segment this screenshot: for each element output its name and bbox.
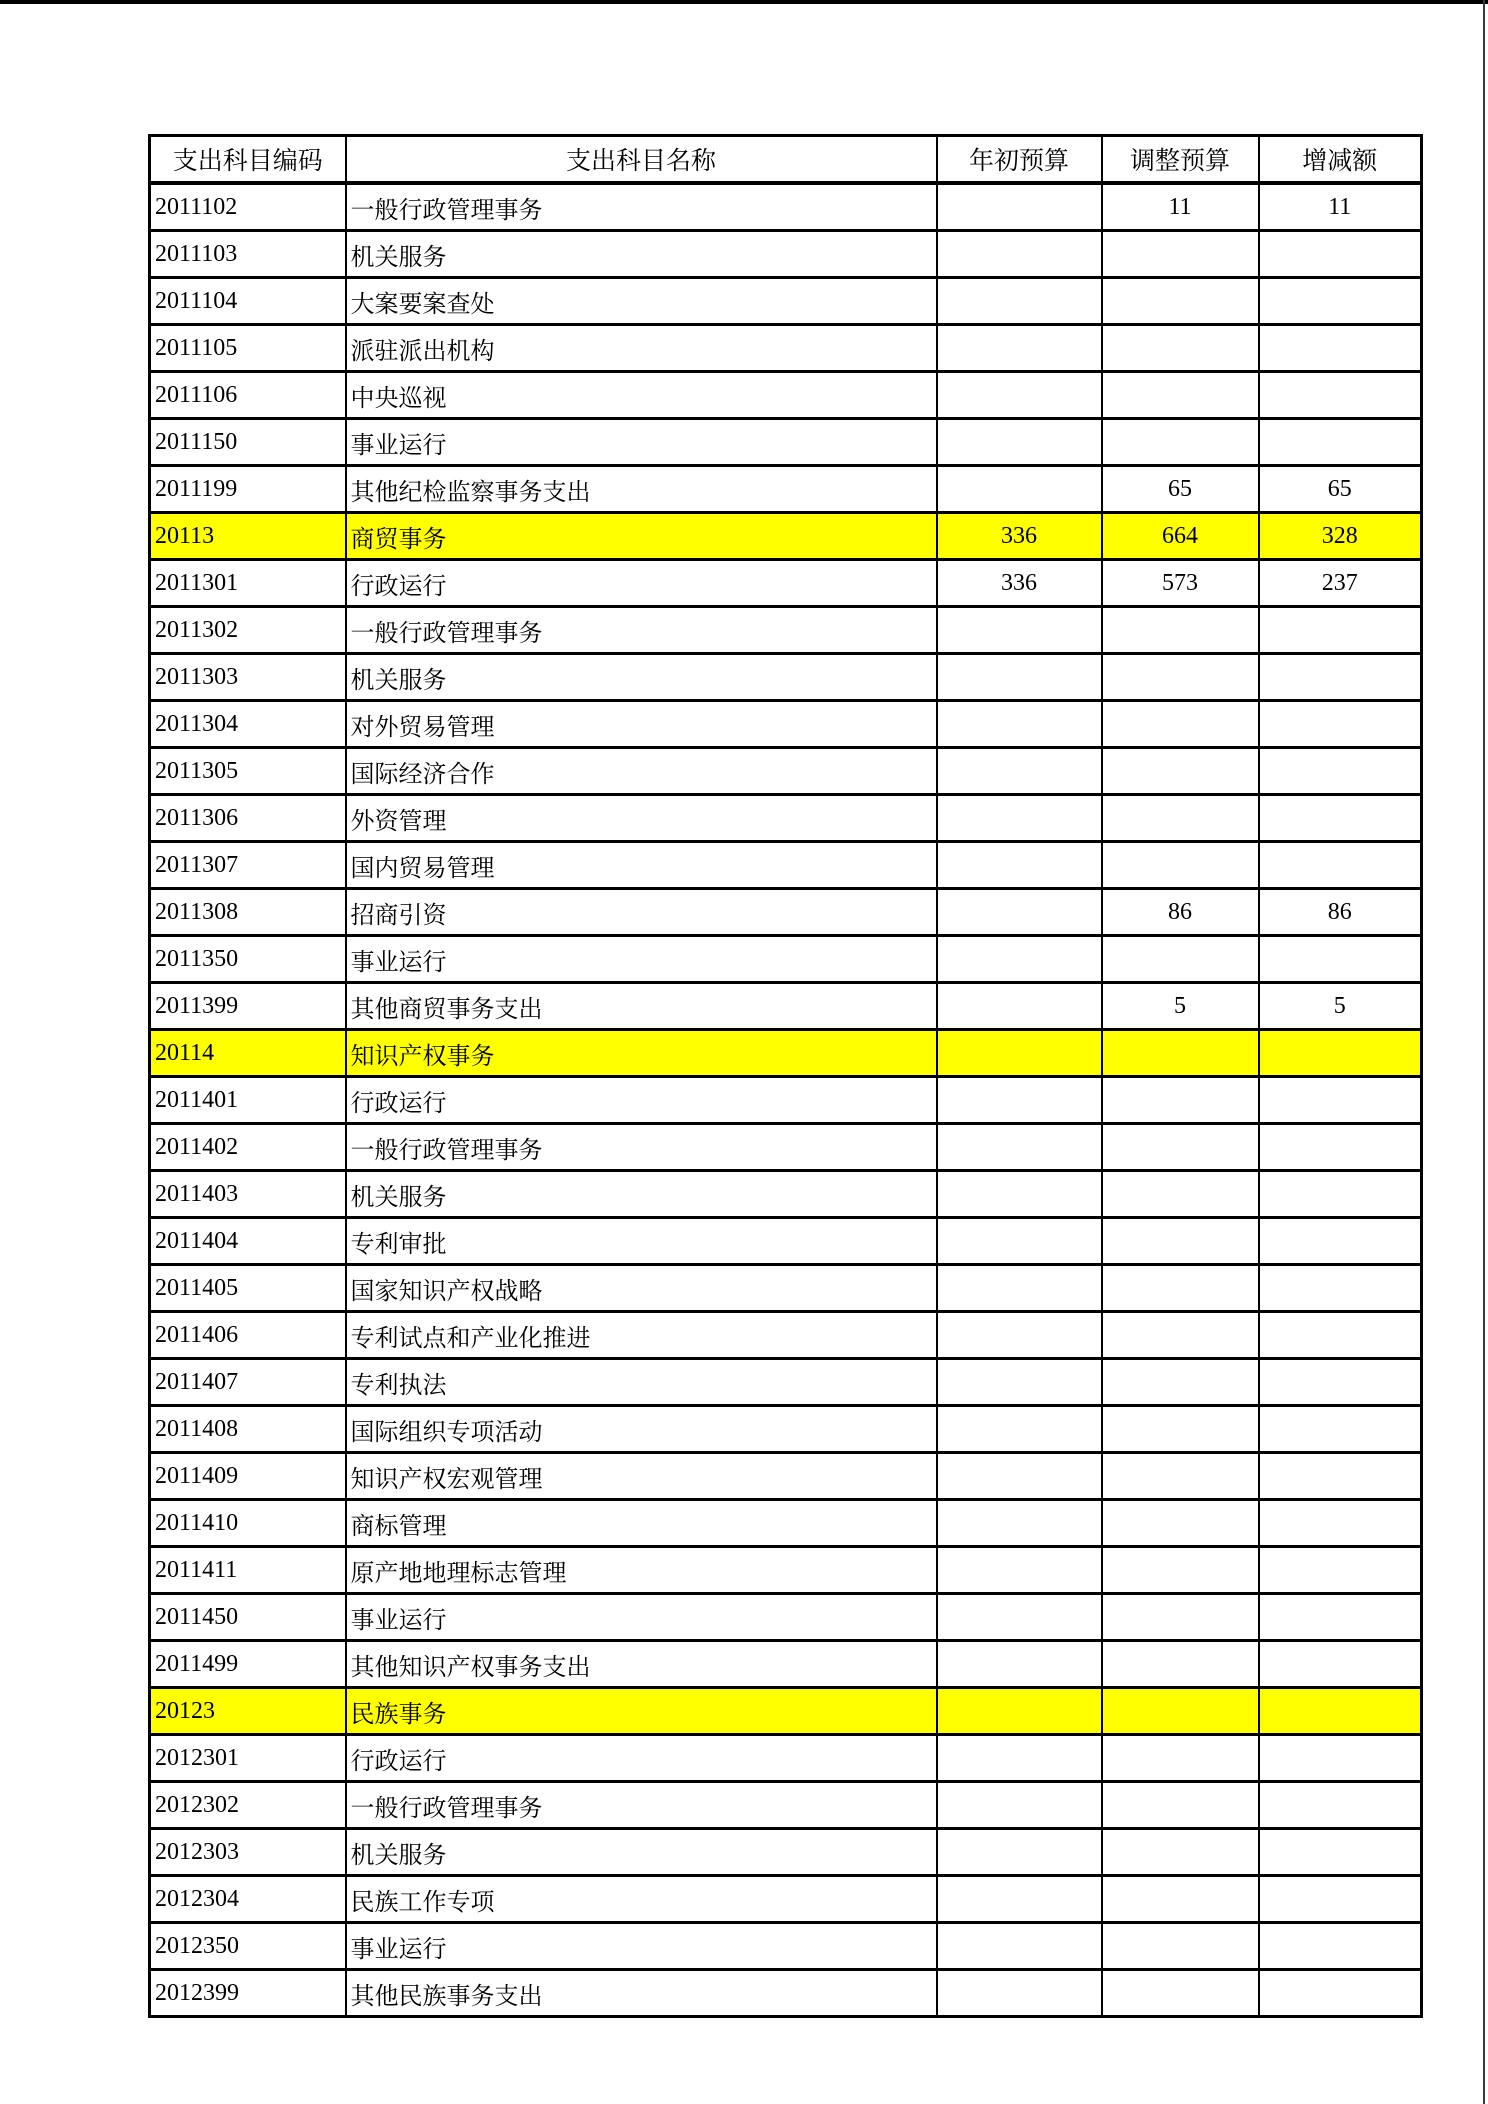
cell-initial-budget — [937, 1406, 1102, 1453]
cell-adjusted-budget — [1102, 1312, 1259, 1359]
cell-adjusted-budget — [1102, 1688, 1259, 1735]
cell-code: 2012302 — [150, 1782, 346, 1829]
cell-adjusted-budget: 664 — [1102, 513, 1259, 560]
cell-name: 国家知识产权战略 — [346, 1265, 937, 1312]
cell-name: 国际组织专项活动 — [346, 1406, 937, 1453]
cell-code: 2011305 — [150, 748, 346, 795]
cell-initial-budget — [937, 1594, 1102, 1641]
cell-initial-budget — [937, 231, 1102, 278]
cell-change-amount: 86 — [1259, 889, 1422, 936]
table-row — [150, 795, 1422, 842]
cell-adjusted-budget — [1102, 231, 1259, 278]
cell-name: 专利试点和产业化推进 — [346, 1312, 937, 1359]
cell-adjusted-budget — [1102, 1735, 1259, 1782]
cell-initial-budget — [937, 1312, 1102, 1359]
cell-change-amount — [1259, 1876, 1422, 1923]
table-row — [150, 1359, 1422, 1406]
cell-adjusted-budget — [1102, 701, 1259, 748]
cell-change-amount — [1259, 1641, 1422, 1688]
table-row — [150, 1453, 1422, 1500]
table-row — [150, 1547, 1422, 1594]
table-row — [150, 1406, 1422, 1453]
cell-initial-budget — [937, 701, 1102, 748]
cell-initial-budget — [937, 325, 1102, 372]
table-row — [150, 842, 1422, 889]
cell-name: 机关服务 — [346, 1829, 937, 1876]
cell-code: 2011303 — [150, 654, 346, 701]
cell-code: 2011306 — [150, 795, 346, 842]
cell-name: 一般行政管理事务 — [346, 183, 937, 231]
cell-adjusted-budget — [1102, 1030, 1259, 1077]
cell-adjusted-budget — [1102, 654, 1259, 701]
cell-code: 2012350 — [150, 1923, 346, 1970]
cell-name: 一般行政管理事务 — [346, 1782, 937, 1829]
cell-name: 行政运行 — [346, 1077, 937, 1124]
cell-name: 派驻派出机构 — [346, 325, 937, 372]
cell-initial-budget: 336 — [937, 513, 1102, 560]
cell-code: 2011411 — [150, 1547, 346, 1594]
table-row — [150, 1077, 1422, 1124]
cell-name: 事业运行 — [346, 1923, 937, 1970]
cell-change-amount — [1259, 936, 1422, 983]
table-row — [150, 372, 1422, 419]
cell-code: 2011407 — [150, 1359, 346, 1406]
table-row — [150, 889, 1422, 936]
cell-initial-budget — [937, 1782, 1102, 1829]
cell-initial-budget — [937, 278, 1102, 325]
cell-name: 原产地地理标志管理 — [346, 1547, 937, 1594]
column-header-initial-budget: 年初预算 — [937, 136, 1102, 184]
cell-change-amount — [1259, 1030, 1422, 1077]
cell-name: 事业运行 — [346, 1594, 937, 1641]
cell-initial-budget — [937, 372, 1102, 419]
page-right-edge-line — [1483, 0, 1485, 2104]
cell-change-amount — [1259, 1923, 1422, 1970]
cell-initial-budget — [937, 1453, 1102, 1500]
cell-initial-budget — [937, 1265, 1102, 1312]
cell-initial-budget — [937, 1218, 1102, 1265]
cell-change-amount — [1259, 1359, 1422, 1406]
table-row — [150, 560, 1422, 607]
cell-initial-budget — [937, 748, 1102, 795]
cell-change-amount — [1259, 842, 1422, 889]
cell-adjusted-budget — [1102, 795, 1259, 842]
cell-adjusted-budget: 573 — [1102, 560, 1259, 607]
cell-change-amount — [1259, 372, 1422, 419]
table-row — [150, 748, 1422, 795]
cell-name: 招商引资 — [346, 889, 937, 936]
cell-name: 机关服务 — [346, 1171, 937, 1218]
cell-adjusted-budget — [1102, 1077, 1259, 1124]
table-row — [150, 1829, 1422, 1876]
cell-code: 2011409 — [150, 1453, 346, 1500]
cell-code: 2011302 — [150, 607, 346, 654]
cell-name: 对外贸易管理 — [346, 701, 937, 748]
cell-name: 商贸事务 — [346, 513, 937, 560]
cell-code: 2011103 — [150, 231, 346, 278]
cell-name: 外资管理 — [346, 795, 937, 842]
cell-adjusted-budget: 5 — [1102, 983, 1259, 1030]
table-row — [150, 1500, 1422, 1547]
cell-initial-budget — [937, 842, 1102, 889]
cell-name: 一般行政管理事务 — [346, 1124, 937, 1171]
cell-initial-budget — [937, 1829, 1102, 1876]
cell-code: 2011150 — [150, 419, 346, 466]
cell-code: 2011450 — [150, 1594, 346, 1641]
cell-initial-budget — [937, 1171, 1102, 1218]
cell-code: 2011106 — [150, 372, 346, 419]
cell-change-amount — [1259, 748, 1422, 795]
cell-adjusted-budget — [1102, 325, 1259, 372]
cell-adjusted-budget: 11 — [1102, 183, 1259, 231]
cell-change-amount — [1259, 1077, 1422, 1124]
cell-adjusted-budget — [1102, 1970, 1259, 2017]
cell-initial-budget — [937, 466, 1102, 513]
table-row — [150, 1594, 1422, 1641]
cell-change-amount — [1259, 1453, 1422, 1500]
cell-adjusted-budget — [1102, 748, 1259, 795]
cell-change-amount — [1259, 1218, 1422, 1265]
cell-initial-budget — [937, 1124, 1102, 1171]
section-summary-row — [150, 1030, 1422, 1077]
cell-initial-budget — [937, 1030, 1102, 1077]
table-row — [150, 278, 1422, 325]
cell-code: 2011399 — [150, 983, 346, 1030]
cell-adjusted-budget — [1102, 1124, 1259, 1171]
table-row — [150, 701, 1422, 748]
cell-initial-budget — [937, 419, 1102, 466]
table-row — [150, 983, 1422, 1030]
cell-adjusted-budget — [1102, 419, 1259, 466]
cell-adjusted-budget — [1102, 1923, 1259, 1970]
table-row — [150, 419, 1422, 466]
cell-change-amount — [1259, 1782, 1422, 1829]
cell-adjusted-budget — [1102, 1171, 1259, 1218]
table-row — [150, 231, 1422, 278]
cell-name: 其他民族事务支出 — [346, 1970, 937, 2017]
cell-initial-budget — [937, 1359, 1102, 1406]
table-row — [150, 654, 1422, 701]
cell-code: 2011401 — [150, 1077, 346, 1124]
cell-initial-budget — [937, 1688, 1102, 1735]
cell-change-amount — [1259, 607, 1422, 654]
cell-adjusted-budget — [1102, 1453, 1259, 1500]
cell-code: 2011102 — [150, 183, 346, 231]
table-row — [150, 607, 1422, 654]
cell-adjusted-budget — [1102, 1547, 1259, 1594]
cell-change-amount — [1259, 795, 1422, 842]
cell-code: 2011307 — [150, 842, 346, 889]
cell-initial-budget — [937, 795, 1102, 842]
table-row — [150, 1782, 1422, 1829]
cell-adjusted-budget — [1102, 1641, 1259, 1688]
cell-initial-budget — [937, 889, 1102, 936]
cell-code: 2012301 — [150, 1735, 346, 1782]
cell-name: 行政运行 — [346, 560, 937, 607]
cell-change-amount — [1259, 419, 1422, 466]
cell-code: 2012303 — [150, 1829, 346, 1876]
column-header-adjusted-budget: 调整预算 — [1102, 136, 1259, 184]
cell-change-amount — [1259, 1970, 1422, 2017]
table-row — [150, 1312, 1422, 1359]
table-row — [150, 1735, 1422, 1782]
cell-adjusted-budget — [1102, 936, 1259, 983]
cell-code: 2011499 — [150, 1641, 346, 1688]
cell-change-amount: 65 — [1259, 466, 1422, 513]
cell-change-amount — [1259, 278, 1422, 325]
cell-change-amount — [1259, 1829, 1422, 1876]
cell-initial-budget — [937, 1876, 1102, 1923]
cell-name: 国际经济合作 — [346, 748, 937, 795]
cell-name: 民族工作专项 — [346, 1876, 937, 1923]
cell-adjusted-budget — [1102, 1500, 1259, 1547]
cell-adjusted-budget — [1102, 372, 1259, 419]
table-row — [150, 183, 1422, 231]
cell-name: 商标管理 — [346, 1500, 937, 1547]
cell-change-amount — [1259, 1171, 1422, 1218]
cell-change-amount — [1259, 1688, 1422, 1735]
cell-name: 其他纪检监察事务支出 — [346, 466, 937, 513]
cell-change-amount: 11 — [1259, 183, 1422, 231]
column-header-code: 支出科目编码 — [150, 136, 346, 184]
cell-name: 专利审批 — [346, 1218, 937, 1265]
cell-code: 2011404 — [150, 1218, 346, 1265]
cell-change-amount: 237 — [1259, 560, 1422, 607]
cell-change-amount — [1259, 1500, 1422, 1547]
table-row — [150, 325, 1422, 372]
cell-code: 20113 — [150, 513, 346, 560]
cell-initial-budget — [937, 983, 1102, 1030]
cell-code: 2011199 — [150, 466, 346, 513]
cell-code: 2011408 — [150, 1406, 346, 1453]
cell-name: 知识产权宏观管理 — [346, 1453, 937, 1500]
cell-name: 事业运行 — [346, 936, 937, 983]
cell-change-amount — [1259, 1265, 1422, 1312]
cell-name: 机关服务 — [346, 231, 937, 278]
cell-adjusted-budget — [1102, 1829, 1259, 1876]
cell-initial-budget — [937, 936, 1102, 983]
cell-name: 事业运行 — [346, 419, 937, 466]
cell-change-amount — [1259, 1594, 1422, 1641]
cell-change-amount — [1259, 1124, 1422, 1171]
cell-name: 机关服务 — [346, 654, 937, 701]
cell-change-amount — [1259, 1406, 1422, 1453]
cell-adjusted-budget — [1102, 1406, 1259, 1453]
cell-code: 2011410 — [150, 1500, 346, 1547]
cell-initial-budget — [937, 1500, 1102, 1547]
table-row — [150, 1641, 1422, 1688]
cell-code: 2011405 — [150, 1265, 346, 1312]
cell-initial-budget — [937, 1547, 1102, 1594]
cell-code: 2011350 — [150, 936, 346, 983]
table-row — [150, 466, 1422, 513]
cell-code: 20114 — [150, 1030, 346, 1077]
cell-adjusted-budget — [1102, 1594, 1259, 1641]
cell-initial-budget — [937, 1735, 1102, 1782]
cell-code: 2011406 — [150, 1312, 346, 1359]
cell-name: 知识产权事务 — [346, 1030, 937, 1077]
cell-code: 2011308 — [150, 889, 346, 936]
table-row — [150, 1124, 1422, 1171]
table-row — [150, 1876, 1422, 1923]
page-top-edge-strip — [0, 0, 1488, 4]
cell-name: 其他商贸事务支出 — [346, 983, 937, 1030]
cell-name: 民族事务 — [346, 1688, 937, 1735]
cell-name: 行政运行 — [346, 1735, 937, 1782]
section-summary-row — [150, 513, 1422, 560]
cell-adjusted-budget — [1102, 1218, 1259, 1265]
cell-initial-budget — [937, 1641, 1102, 1688]
cell-adjusted-budget: 65 — [1102, 466, 1259, 513]
cell-initial-budget — [937, 1923, 1102, 1970]
table-row — [150, 1171, 1422, 1218]
table-row — [150, 1970, 1422, 2017]
cell-code: 2011304 — [150, 701, 346, 748]
cell-name: 专利执法 — [346, 1359, 937, 1406]
cell-code: 2011403 — [150, 1171, 346, 1218]
table-row — [150, 1218, 1422, 1265]
cell-adjusted-budget: 86 — [1102, 889, 1259, 936]
cell-code: 2011301 — [150, 560, 346, 607]
cell-adjusted-budget — [1102, 607, 1259, 654]
cell-adjusted-budget — [1102, 1265, 1259, 1312]
cell-code: 2012399 — [150, 1970, 346, 2017]
cell-change-amount — [1259, 1735, 1422, 1782]
cell-code: 2011402 — [150, 1124, 346, 1171]
cell-code: 20123 — [150, 1688, 346, 1735]
cell-name: 国内贸易管理 — [346, 842, 937, 889]
table-row — [150, 1923, 1422, 1970]
header-row — [150, 136, 1422, 184]
cell-initial-budget — [937, 1970, 1102, 2017]
cell-initial-budget — [937, 654, 1102, 701]
cell-change-amount — [1259, 1312, 1422, 1359]
cell-change-amount: 5 — [1259, 983, 1422, 1030]
cell-adjusted-budget — [1102, 1876, 1259, 1923]
cell-change-amount — [1259, 1547, 1422, 1594]
cell-change-amount — [1259, 231, 1422, 278]
cell-name: 中央巡视 — [346, 372, 937, 419]
budget-table — [148, 134, 1423, 2018]
cell-code: 2012304 — [150, 1876, 346, 1923]
cell-adjusted-budget — [1102, 278, 1259, 325]
table-row — [150, 936, 1422, 983]
column-header-name: 支出科目名称 — [346, 136, 937, 184]
cell-adjusted-budget — [1102, 842, 1259, 889]
cell-change-amount — [1259, 325, 1422, 372]
cell-code: 2011104 — [150, 278, 346, 325]
cell-code: 2011105 — [150, 325, 346, 372]
cell-adjusted-budget — [1102, 1782, 1259, 1829]
cell-name: 一般行政管理事务 — [346, 607, 937, 654]
cell-initial-budget — [937, 183, 1102, 231]
cell-adjusted-budget — [1102, 1359, 1259, 1406]
column-header-change-amount: 增减额 — [1259, 136, 1422, 184]
cell-initial-budget — [937, 1077, 1102, 1124]
cell-initial-budget — [937, 607, 1102, 654]
cell-name: 大案要案查处 — [346, 278, 937, 325]
cell-initial-budget: 336 — [937, 560, 1102, 607]
cell-change-amount: 328 — [1259, 513, 1422, 560]
section-summary-row — [150, 1688, 1422, 1735]
cell-name: 其他知识产权事务支出 — [346, 1641, 937, 1688]
cell-change-amount — [1259, 654, 1422, 701]
table-row — [150, 1265, 1422, 1312]
cell-change-amount — [1259, 701, 1422, 748]
